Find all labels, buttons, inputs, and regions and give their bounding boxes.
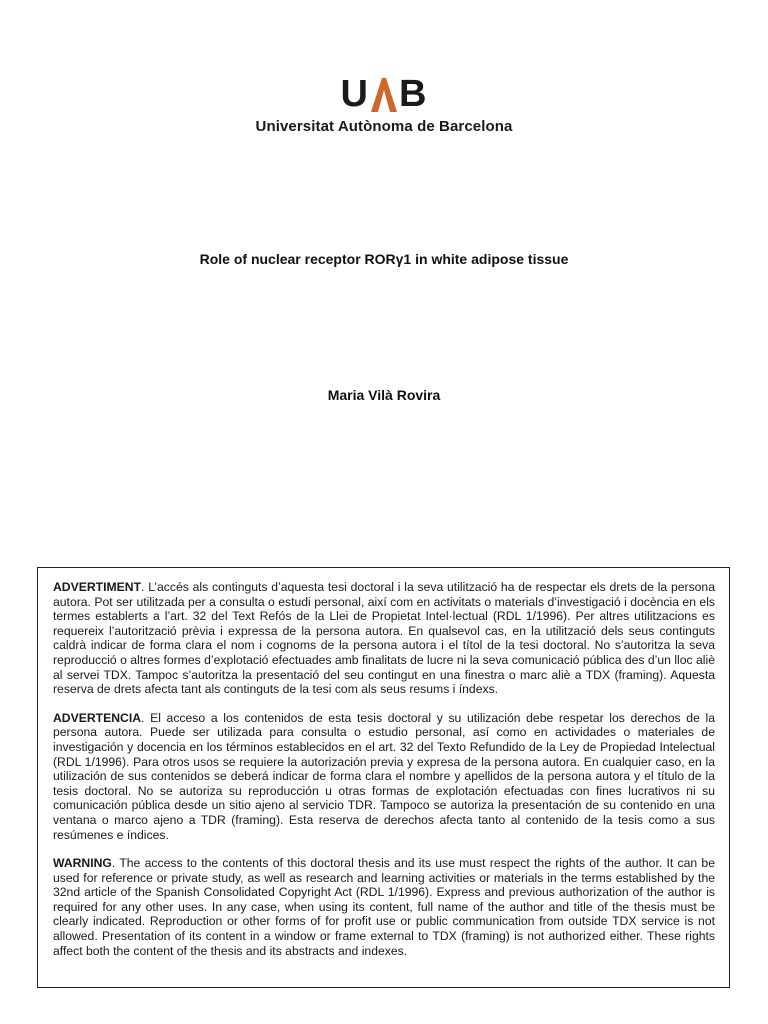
- rights-notice-box: [37, 567, 730, 988]
- notice-catalan-text: . L’accés als continguts d’aquesta tesi doctoral i la seva utilització ha de respectar els drets de la persona autora. Pot ser utilitzada per a consulta o estudi personal, així com en activitats o materials d’investigació i docència en els termes establerts a l’art. 32 del Text Refós de la Llei de Propietat Intel·lectual (RDL 1/1996). Per altres utilitzacions es requereix l’autorització prèvia i expressa de la persona autora. En qualsevol cas, en la utilització dels seus continguts caldrà indicar de forma clara el nom i cognoms de la persona autora i el títol de la tesi doctoral. No s’autoritza la seva reproducció o altres formes d’explotació efectuades amb finalitats de lucre ni la seva comunicació pública des d’un lloc aliè al servei TDX. Tampoc s’autoritza la presentació del seu contingut en una finestra o marc aliè a TDX (framing). Aquesta reserva de drets afecta tant als continguts de la tesi com als seus resums i índexs.: [53, 580, 715, 697]
- notice-english: [53, 856, 715, 958]
- university-logo: [0, 73, 768, 135]
- notice-english-text: . The access to the contents of this doctoral thesis and its use must respect the rights of the author. It can be used for reference or private study, as well as research and learning activities or materials in the terms established by the 32nd article of the Spanish Consolidated Copyright Act (RDL 1/1996). Express and previous authorization of the author is required for any other uses. In any case, when using its content, full name of the author and title of the thesis must be clearly indicated. Reproduction or other forms of for profit use or public communication from outside TDX service is not allowed. Presentation of its content in a window or frame external to TDX (framing) is not authorized either. These rights affect both the content of the thesis and its abstracts and indexes.: [53, 856, 715, 958]
- thesis-author: Maria Vilà Rovira: [327, 387, 441, 403]
- notice-spanish: [53, 711, 715, 842]
- university-name: Universitat Autònoma de Barcelona: [255, 118, 513, 135]
- notice-spanish-text: . El acceso a los contenidos de esta tesis doctoral y su utilización debe respetar los derechos de la persona autora. Puede ser utilizada para consulta o estudio personal, así como en actividades o materiales de investigación y docencia en los términos establecidos en el art. 32 del Texto Refundido de la Ley de Propiedad Intelectual (RDL 1/1996). Para otros usos se requiere la autorización previa y expresa de la persona autora. En cualquier caso, en la utilización de sus contenidos se deberá indicar de forma clara el nombre y apellidos de la persona autora y el título de la tesis doctoral. No se autoriza su reproducción u otras formas de explotación efectuadas con fines lucrativos ni su comunicación pública desde un sitio ajeno al servicio TDR. Tampoco se autoriza la presentación de su contenido en una ventana o marco ajeno a TDR (framing). Esta reserva de derechos afecta tanto al contenido de la tesis como a sus resúmenes e índices.: [53, 710, 715, 842]
- notice-spanish-lead: ADVERTENCIA: [53, 710, 142, 725]
- uab-logo-mark: [340, 73, 428, 115]
- notice-english-lead: WARNING: [53, 856, 112, 871]
- logo-letter-u: U: [340, 73, 369, 115]
- logo-letter-b: B: [399, 73, 428, 115]
- thesis-title: Role of nuclear receptor RORγ1 in white adipose tissue: [199, 251, 569, 267]
- uab-logo-letters: [340, 73, 428, 115]
- notice-catalan-lead: ADVERTIMENT: [53, 580, 142, 594]
- notice-catalan: [53, 580, 715, 697]
- logo-letter-a-icon: [371, 78, 397, 112]
